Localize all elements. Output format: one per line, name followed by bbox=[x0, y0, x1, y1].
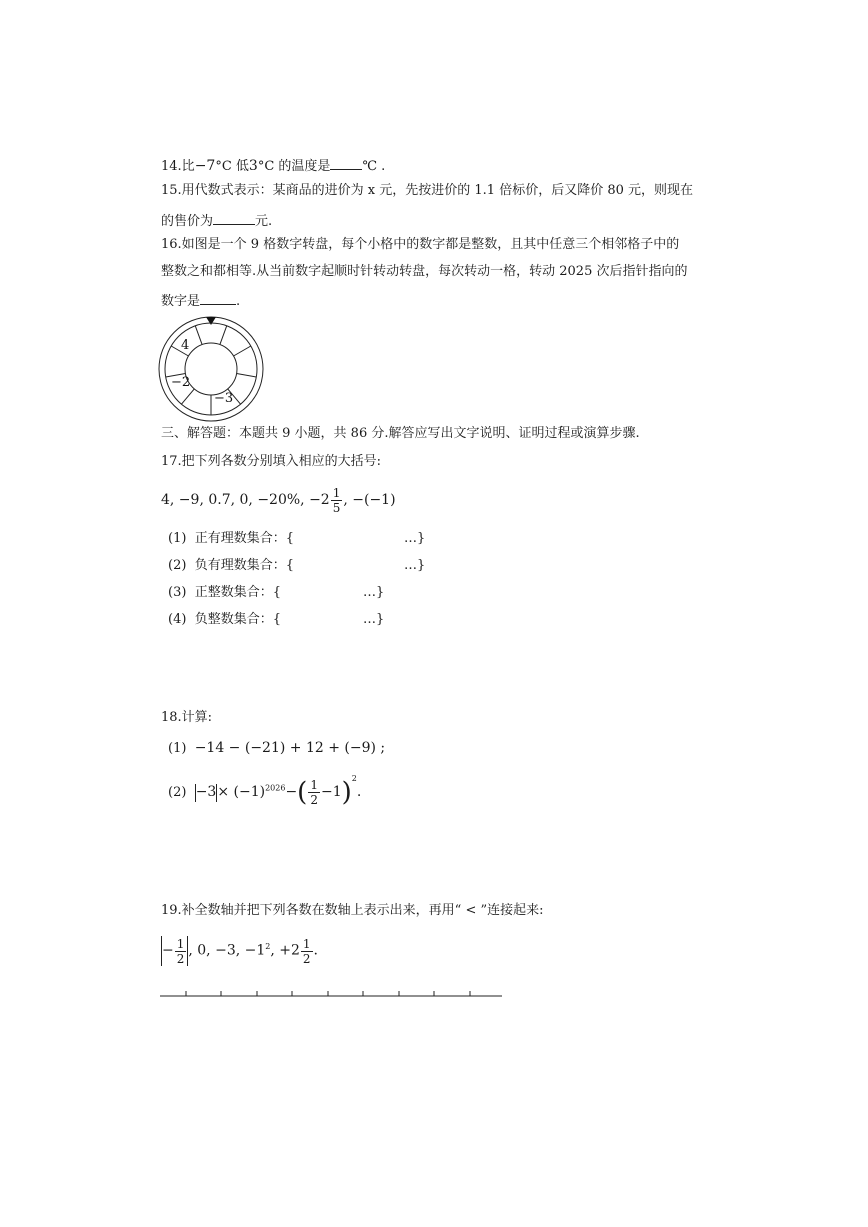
q15-answer-blank[interactable] bbox=[213, 212, 255, 225]
q18-end: . bbox=[356, 784, 362, 800]
wheel-spoke bbox=[234, 346, 251, 356]
q17-set-2 bbox=[168, 559, 425, 572]
frac-denominator: 5 bbox=[332, 501, 341, 515]
frac-numerator: 1 bbox=[332, 486, 341, 500]
q18-part-2 bbox=[168, 773, 362, 808]
set-end: …} bbox=[362, 585, 385, 600]
q18-exponent-2: 2 bbox=[351, 773, 357, 783]
q14-text-post: °C 的温度是 bbox=[257, 159, 331, 174]
wheel-number-neg3: −3 bbox=[214, 391, 234, 406]
question-16-line-3 bbox=[161, 292, 240, 308]
q14-answer-blank[interactable] bbox=[330, 157, 362, 170]
section-3-heading: 三、解答题：本题共 9 小题，共 86 分.解答应写出文字说明、证明过程或演算步骤. bbox=[161, 426, 640, 441]
set-label: (2) bbox=[168, 558, 187, 573]
set-text: 正有理数集合：{ bbox=[194, 531, 294, 546]
q14-text-mid: °C 低 bbox=[215, 159, 249, 174]
q18-power-base: × (−1) bbox=[217, 784, 266, 800]
question-17-title: 17.把下列各数分别填入相应的大括号: bbox=[161, 454, 382, 469]
q19-fraction bbox=[175, 938, 187, 965]
frac-denominator: 2 bbox=[176, 951, 185, 966]
set-end: …} bbox=[403, 531, 426, 546]
q19-end: . bbox=[313, 942, 318, 959]
frac-denominator: 2 bbox=[310, 793, 318, 807]
q18-expression-1: −14 − (−21) + 12 + (−9) ; bbox=[194, 740, 386, 756]
number-line[interactable] bbox=[158, 988, 508, 1000]
set-label: (3) bbox=[168, 585, 187, 600]
q19-numbers: , 0, −3, −1 bbox=[188, 942, 266, 959]
q19-square: 2 bbox=[265, 942, 271, 952]
wheel-number-4: 4 bbox=[181, 338, 190, 353]
set-text: 负整数集合：{ bbox=[194, 612, 281, 627]
frac-denominator: 2 bbox=[302, 951, 311, 966]
q17-number-list bbox=[161, 487, 396, 514]
number-wheel-figure bbox=[157, 314, 267, 424]
part-label: (2) bbox=[168, 785, 187, 800]
set-text: 负有理数集合：{ bbox=[194, 558, 294, 573]
q18-abs-value: −3 bbox=[195, 784, 217, 800]
q19-numbers-end: , +2 bbox=[270, 942, 300, 959]
q16-answer-blank[interactable] bbox=[200, 292, 236, 305]
q17-numbers: 4, −9, 0.7, 0, −20%, −2 bbox=[161, 492, 330, 508]
question-15-line-1: 15.用代数式表示：某商品的进价为 x 元，先按进价的 1.1 倍标价，后又降价 80 元，则现在 bbox=[161, 183, 694, 198]
q19-number-list: − $\frac{1}{2}$ , 0, −3, $-1^2$, +2 $\frac{1}{2}$ . bbox=[162, 936, 318, 966]
wheel-spoke bbox=[220, 326, 227, 345]
question-16-line-2: 整数之和都相等.从当前数字起顺时针转动转盘，每次转动一格，转动 2025 次后指针指向的 bbox=[161, 264, 688, 279]
frac-numerator: 1 bbox=[302, 936, 311, 951]
q14-text: 14.比 bbox=[161, 159, 195, 174]
wheel-spoke bbox=[181, 389, 194, 404]
set-label: (4) bbox=[168, 612, 187, 627]
question-18-title: 18.计算: bbox=[161, 710, 213, 725]
q17-set-4 bbox=[168, 613, 384, 626]
number-line-ticks bbox=[186, 991, 470, 996]
q16-text-post: . bbox=[236, 294, 241, 309]
set-text: 正整数集合：{ bbox=[194, 585, 281, 600]
pointer-icon bbox=[206, 317, 216, 325]
q17-set-3 bbox=[168, 586, 384, 599]
frac-numerator: 1 bbox=[176, 936, 185, 951]
q17-numbers-end: , −(−1) bbox=[343, 492, 396, 508]
big-paren-left: ( bbox=[297, 777, 308, 808]
q15-text-post: 元. bbox=[255, 214, 273, 229]
wheel-number-neg2: −2 bbox=[171, 375, 191, 390]
q15-text: 的售价为 bbox=[161, 214, 214, 229]
q14-value-b: 3 bbox=[248, 158, 258, 174]
set-end: …} bbox=[362, 612, 385, 627]
q14-unit: ℃ . bbox=[362, 159, 386, 174]
q18-exponent: 2026 bbox=[265, 783, 286, 793]
wheel-spoke bbox=[237, 374, 257, 377]
q18-fraction bbox=[308, 779, 320, 806]
big-paren-right: ) bbox=[341, 777, 352, 808]
wheel-spoke bbox=[195, 326, 202, 345]
q18-part-1 bbox=[168, 741, 385, 755]
frac-numerator: 1 bbox=[310, 778, 318, 792]
q14-value-a: −7 bbox=[194, 158, 216, 174]
q18-minus-one: −1 bbox=[320, 784, 342, 800]
q17-set-1 bbox=[168, 532, 425, 545]
part-label: (1) bbox=[168, 741, 187, 756]
q19-fraction-2 bbox=[301, 938, 313, 965]
question-16-line-1: 16.如图是一个 9 格数字转盘，每个小格中的数字都是整数，且其中任意三个相邻格子中的 bbox=[161, 237, 680, 252]
set-end: …} bbox=[403, 558, 426, 573]
q16-text: 数字是 bbox=[161, 294, 201, 309]
set-label: (1) bbox=[168, 531, 187, 546]
q17-fraction bbox=[331, 487, 343, 514]
question-15-line-2 bbox=[161, 212, 272, 228]
question-19-title: 19.补全数轴并把下列各数在数轴上表示出来，再用“ < ”连接起来: bbox=[161, 903, 544, 918]
q18-minus: − bbox=[285, 784, 298, 800]
question-14 bbox=[161, 157, 385, 173]
